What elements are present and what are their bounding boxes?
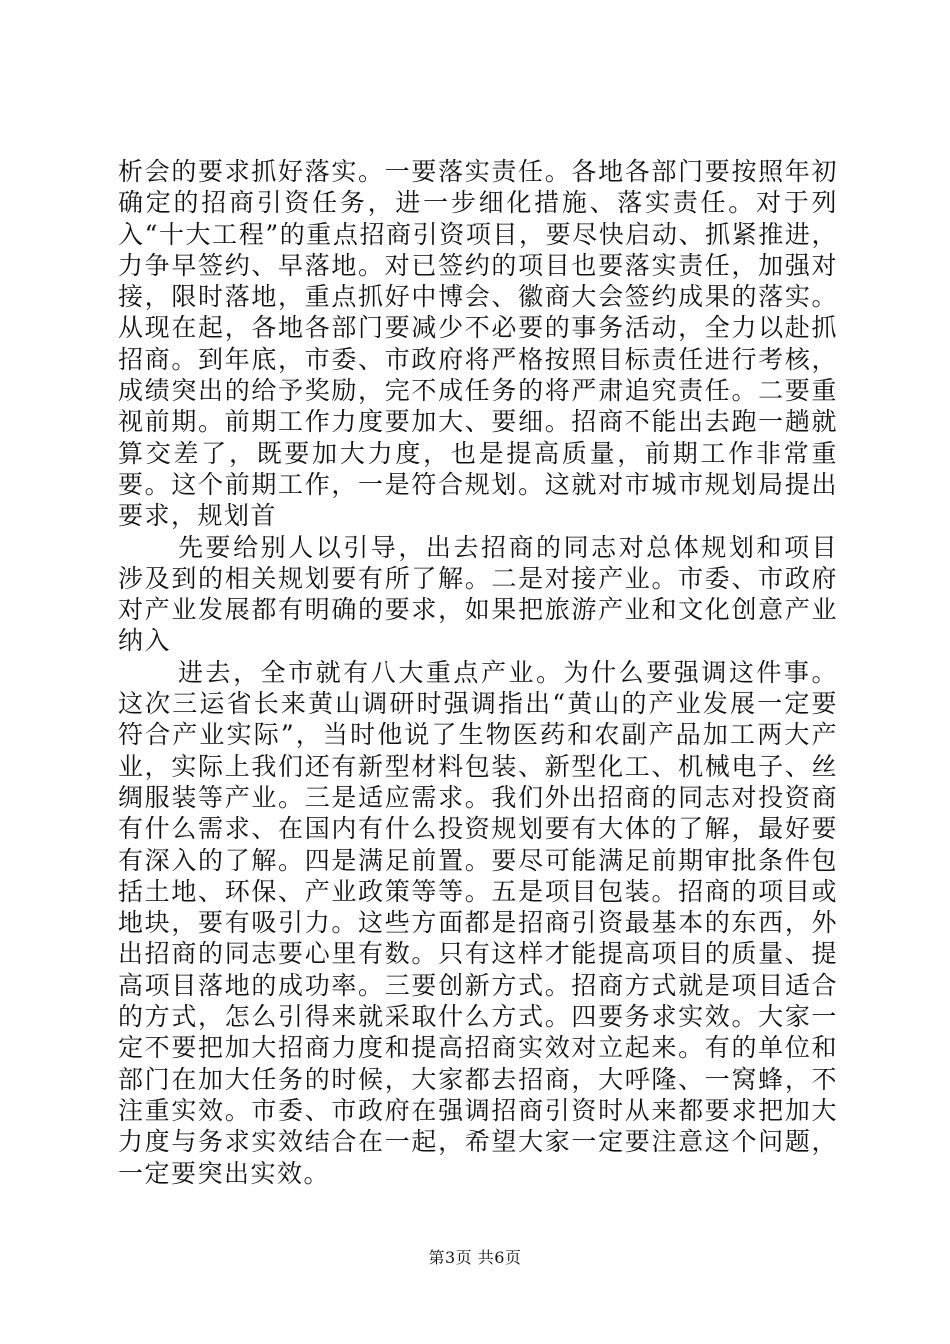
paragraph-3: 进去，全市就有八大重点产业。为什么要强调这件事。这次三运省长来黄山调研时强调指出“黄山的产业发展一定要符合产业实际”，当时他说了生物医药和农副产品加工两大产业，实际上我们还有新型材料包装、新型化工、机械电子、丝绸服装等产业。三是适应需求。我们外出招商的同志对投资商有什么需求、在国内有什么投资规划要有大体的了解，最好要有深入的了解。四是满足前置。要尽可能满足前期审批条件包括土地、环保、产业政策等等。五是项目包装。招商的项目或地块，要有吸引力。这些方面都是招商引资最基本的东西，外出招商的同志要心里有数。只有这样才能提高项目的质量、提高项目落地的成功率。三要创新方式。招商方式就是项目适合的方式，怎么引得来就采取什么方式。四要务求实效。大家一定不要把加大招商力度和提高招商实效对立起来。有的单位和部门在加大任务的时候，大家都去招商，大呼隆、一窝蜂，不注重实效。市委、市政府在强调招商引资时从来都要求把加大力度与务求实效结合在一起，希望大家一定要注意这个问题，一定要突出实效。: [118, 657, 838, 1188]
page-footer: 第3页 共6页: [428, 1248, 522, 1267]
paragraph-2: 先要给别人以引导，出去招商的同志对总体规划和项目涉及到的相关规划要有所了解。二是对接产业。市委、市政府对产业发展都有明确的要求，如果把旅游产业和文化创意产业纳入: [118, 532, 838, 656]
paragraph-1: 析会的要求抓好落实。一要落实责任。各地各部门要按照年初确定的招商引资任务，进一步细化措施、落实责任。对于列入“十大工程”的重点招商引资项目，要尽快启动、抓紧推进，力争早签约、早落地。对已签约的项目也要落实责任，加强对接，限时落地，重点抓好中博会、徽商大会签约成果的落实。从现在起，各地各部门要减少不必要的事务活动，全力以赴抓招商。到年底，市委、市政府将严格按照目标责任进行考核，成绩突出的给予奖励，完不成任务的将严肃追究责任。二要重视前期。前期工作力度要加大、要细。招商不能出去跑一趟就算交差了，既要加大力度，也是提高质量，前期工作非常重要。这个前期工作，一是符合规划。这就对市城市规划局提出要求，规划首: [118, 157, 838, 531]
body-text: [118, 156, 838, 1189]
